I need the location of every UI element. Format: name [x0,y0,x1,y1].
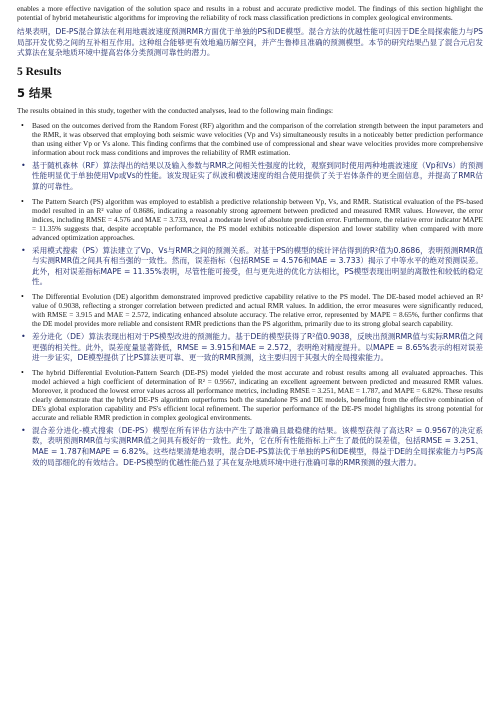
paragraph-zh: 结果表明，DE-PS混合算法在利用地震波速度预测RMR方面优于单独的PS和DE模型。混合方法的优越性能可归因于DE全局探索能力与PS局部开发优势之间的互补相互作用。这种组合能够更有效地遍历解空间，并产生鲁棒且准确的预测模型。本节的研究结果凸显了混合元启发式算法在复杂地质环境中提高岩体分类预测可靠性的潜力。 [17,27,483,58]
paragraph-en: enables a more effective navigation of the solution space and results in a robust and accurate predictive model. The findings of this section highlight the potential of hybrid metaheuristic algorithms for improving the reliability of rock mass classification predictions in complex geological environments. [17,4,483,22]
finding-2-en: • The Pattern Search (PS) algorithm was employed to establish a predictive relationship between Vp, Vs, and RMR. Statistical evaluation of the PS-based model resulted in an R² value of 0.8686, indicating a reasonably strong agreement between predicted and measured RMR values. However, the error indices, including RMSE = 4.576 and MAE = 3.733, reveal a moderate level of absolute prediction error. Furthermore, the relative error indicator MAPE = 11.35% suggests that, despite acceptable performance, the PS model exhibits noticeable dispersion and lower stability when compared with more advanced optimization approaches. [17,197,483,242]
section-title-zh: 5 结果 [17,85,53,100]
document-page [17,0,483,468]
finding-4-en: • The hybrid Differential Evolution-Pattern Search (DE-PS) model yielded the most accurate and robust results among all evaluated approaches. This model achieved a high coefficient of determination of R² = 0.9567, indicating an excellent agreement between predicted and measured RMR values. Moreover, it produced the lowest error values across all performance metrics, including RMSE = 3.251, MAE = 1.787, and MAPE = 6.82%. These results clearly demonstrate that the hybrid DE-PS algorithm outperforms both the standalone PS and DE models, benefiting from the effective combination of DE's global exploration capability and PS's efficient local refinement. The superior performance of the DE-PS model highlights its strong potential for accurate and reliable RMR prediction in complex geological environments. [17,368,483,422]
finding-1-en: • Based on the outcomes derived from the Random Forest (RF) algorithm and the comparison of the correlation strength between the input parameters and the RMR, it was observed that employing both seismic wave velocities (Vp and Vs) simultaneously results in a noticeably better prediction performance than using either Vp or Vs alone. This finding confirms that the combined use of compressional and shear wave velocities provides more comprehensive information about rock mass conditions and improves the reliability of RMR estimation. [17,121,483,157]
finding-1-zh: • 基于随机森林（RF）算法得出的结果以及输入参数与RMR之间相关性强度的比较，观察到同时使用两种地震波速度（Vp和Vs）的预测性能明显优于单独使用Vp或Vs的性能。该发现证实了纵波和横波速度的组合使用提供了关于岩体条件的更全面信息，并提高了RMR估算的可靠性。 [17,161,483,193]
finding-2-zh: • 采用模式搜索（PS）算法建立了Vp、Vs与RMR之间的预测关系。对基于PS的模型的统计评估得到的R²值为0.8686，表明预测RMR值与实测RMR值之间具有相当强的一致性。然而，误差指标（包括RMSE = 4.576和MAE = 3.733）揭示了中等水平的绝对预测误差。此外，相对误差指标MAPE = 11.35%表明，尽管性能可接受，但与更先进的优化方法相比，PS模型表现出明显的离散性和较低的稳定性。 [17,246,483,288]
findings-list [17,121,483,468]
finding-3-en: • The Differential Evolution (DE) algorithm demonstrated improved predictive capability relative to the PS model. The DE-based model achieved an R² value of 0.9038, reflecting a stronger correlation between predicted and actual RMR values. In addition, the error measures were significantly reduced, with RMSE = 3.915 and MAE = 2.572, indicating enhanced absolute accuracy. The relative error, represented by MAPE = 8.65%, further confirms that the DE model provides more reliable and consistent RMR predictions than the PS algorithm, primarily due to its strong global search capability. [17,292,483,328]
intro-en: The results obtained in this study, together with the conducted analyses, lead to the following main findings: [17,105,334,115]
section-title-en: 5 Results [17,65,62,78]
finding-4-zh: • 混合差分进化-模式搜索（DE-PS）模型在所有评估方法中产生了最准确且最稳健的结果。该模型获得了高达R² = 0.9567的决定系数，表明预测RMR值与实测RMR值之间具有极好的一致性。此外，它在所有性能指标上产生了最低的误差值，包括RMSE = 3.251、MAE = 1.787和MAPE = 6.82%。这些结果清楚地表明，混合DE-PS算法优于单独的PS和DE模型，得益于DE的全局探索能力与PS高效的局部细化的有效结合。DE-PS模型的优越性能凸显了其在复杂地质环境中进行准确可靠的RMR预测的强大潜力。 [17,426,483,468]
finding-3-zh: • 差分进化（DE）算法表现出相对于PS模型改进的预测能力。基于DE的模型获得了R²值0.9038，反映出预测RMR值与实际RMR值之间更强的相关性。此外，误差度量显著降低，RMSE = 3.915和MAE = 2.572，表明绝对精度提升。以MAPE = 8.65%表示的相对误差进一步证实，DE模型提供了比PS算法更可靠、更一致的RMR预测，这主要归因于其强大的全局搜索能力。 [17,332,483,364]
